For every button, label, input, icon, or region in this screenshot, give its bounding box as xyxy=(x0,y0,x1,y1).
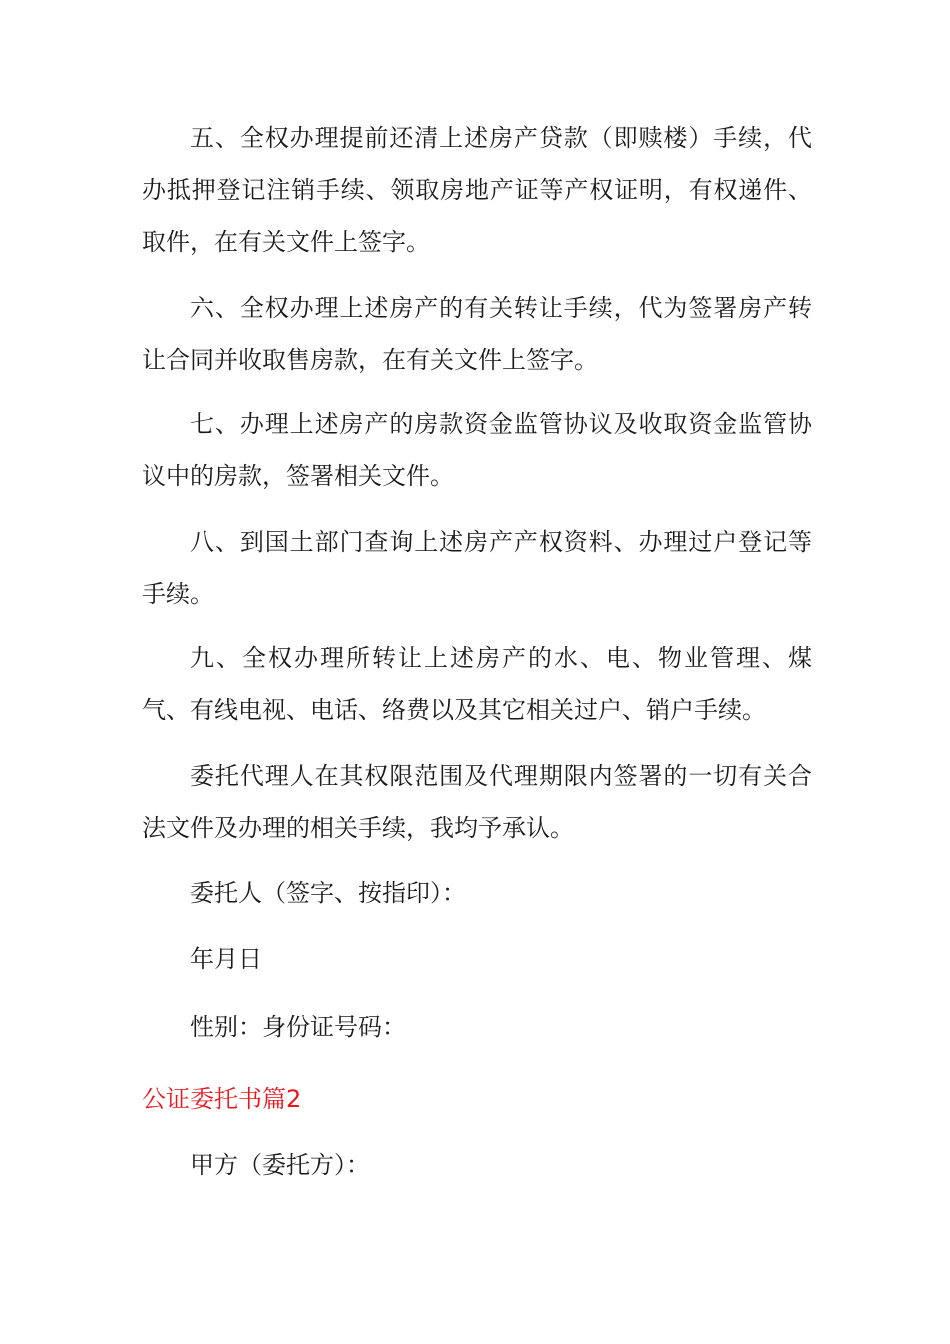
paragraph-item-9: 九、全权办理所转让上述房产的水、电、物业管理、煤气、有线电视、电话、络费以及其它相关过户、销户手续。 xyxy=(142,644,812,724)
principal-signature-line: 委托人（签字、按指印）： xyxy=(190,879,466,907)
date-line: 年月日 xyxy=(190,945,262,973)
section-heading: 公证委托书篇2 xyxy=(142,1085,302,1113)
paragraph-item-7: 七、办理上述房产的房款资金监管协议及收取资金监管协议中的房款，签署相关文件。 xyxy=(142,410,812,490)
gender-id-line: 性别：身份证号码： xyxy=(190,1013,406,1041)
paragraph-acknowledgement: 委托代理人在其权限范围及代理期限内签署的一切有关合法文件及办理的相关手续，我均予承认。 xyxy=(142,762,812,842)
paragraph-item-6: 六、全权办理上述房产的有关转让手续，代为签署房产转让合同并收取售房款，在有关文件上签字。 xyxy=(142,294,812,374)
paragraph-item-5: 五、全权办理提前还清上述房产贷款（即赎楼）手续，代办抵押登记注销手续、领取房地产证等产权证明，有权递件、取件，在有关文件上签字。 xyxy=(142,124,812,256)
party-a-line: 甲方（委托方）： xyxy=(190,1151,370,1179)
paragraph-item-8: 八、到国土部门查询上述房产产权资料、办理过户登记等手续。 xyxy=(142,528,812,608)
